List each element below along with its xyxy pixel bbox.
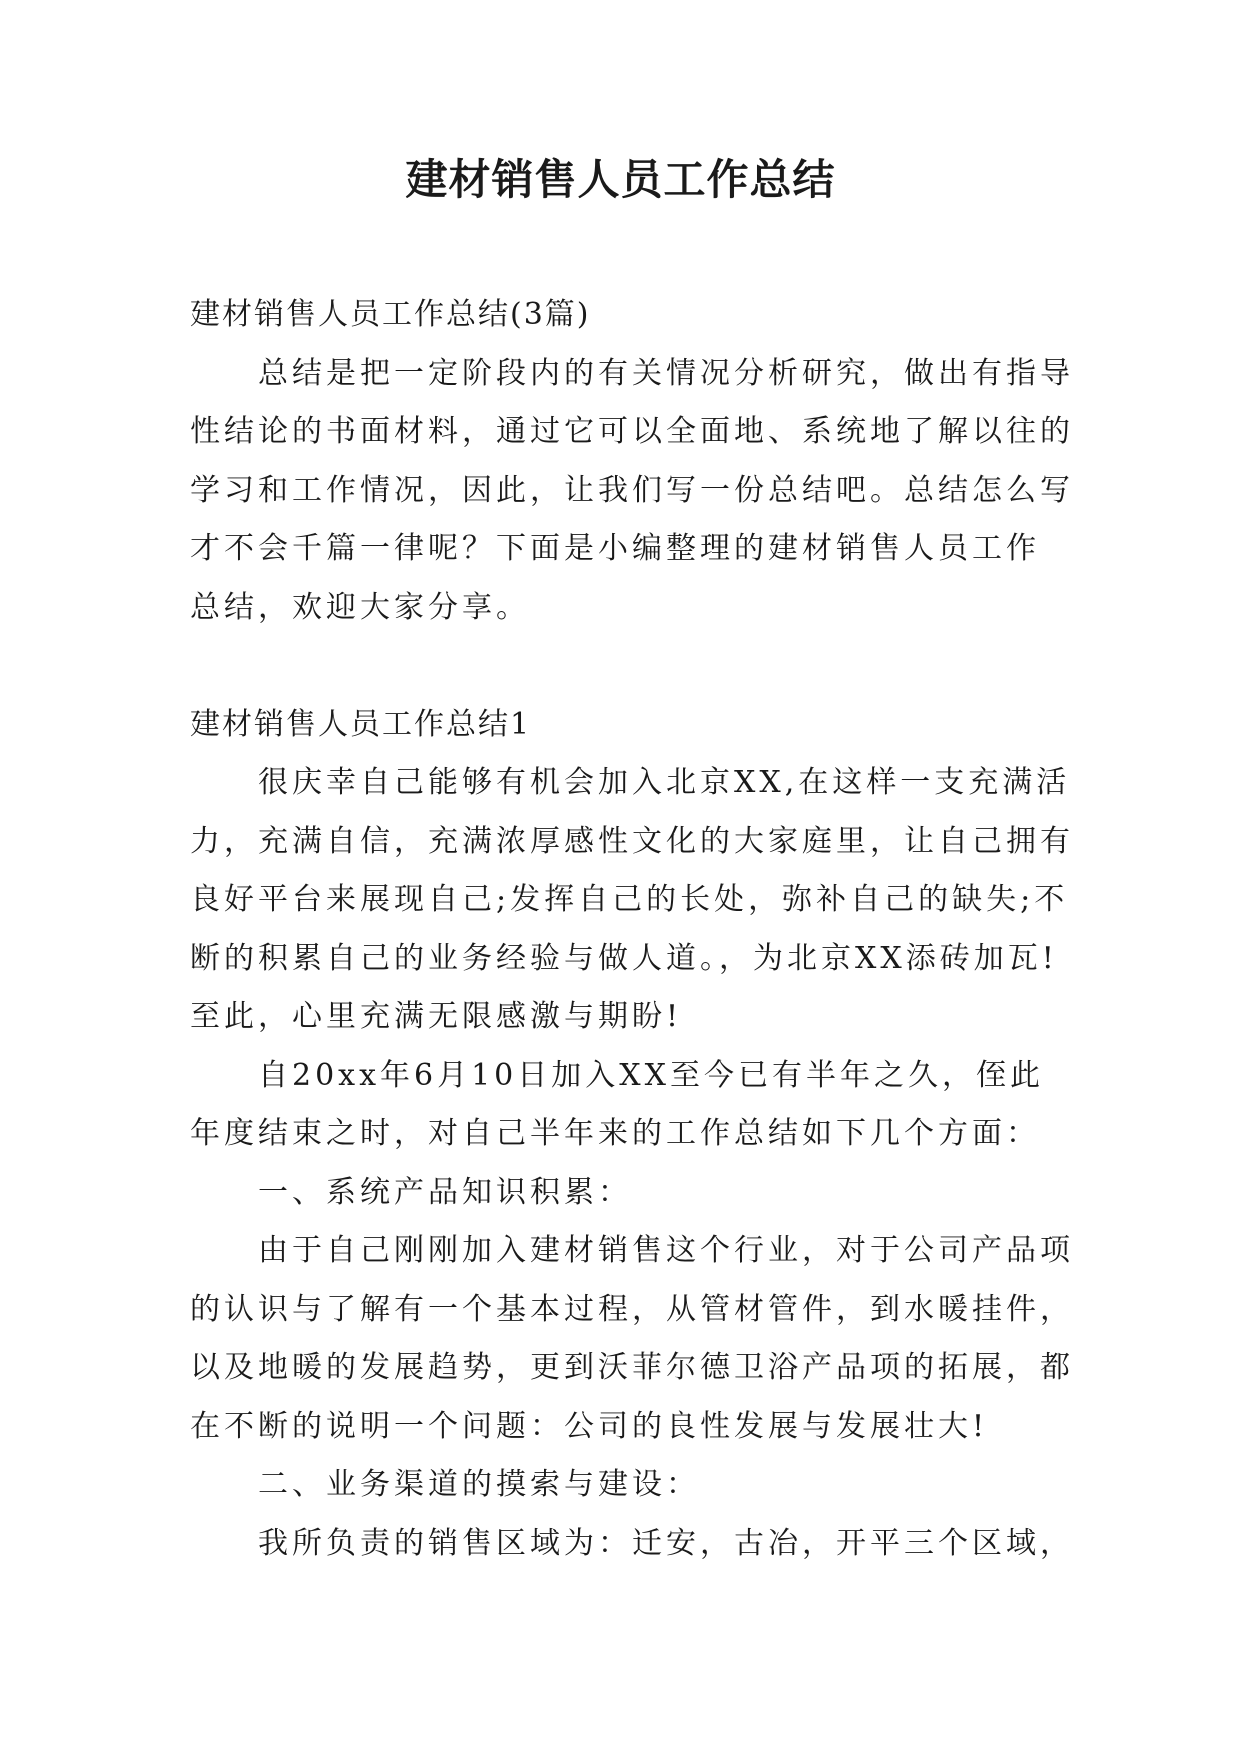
paragraph-line: 自20xx年6月10日加入XX至今已有半年之久，侄此 xyxy=(258,1057,1044,1093)
paragraph-line: 二、业务渠道的摸索与建设： xyxy=(258,1467,700,1502)
paragraph-line: 以及地暖的发展趋势，更到沃菲尔德卫浴产品项的拓展，都 xyxy=(190,1350,1074,1385)
paragraph-line: 良好平台来展现自己;发挥自己的长处，弥补自己的缺失;不 xyxy=(190,882,1069,917)
paragraph-line: 至此，心里充满无限感激与期盼! xyxy=(190,999,683,1034)
paragraph-line: 的认识与了解有一个基本过程，从管材管件，到水暖挂件， xyxy=(190,1291,1074,1327)
paragraph-line: 一、系统产品知识积累： xyxy=(258,1174,632,1210)
paragraph-line: 总结，欢迎大家分享。 xyxy=(190,589,530,625)
paragraph-line: 总结是把一定阶段内的有关情况分析研究，做出有指导 xyxy=(258,355,1074,391)
paragraph-line: 我所负责的销售区域为：迁安，古冶，开平三个区域， xyxy=(258,1525,1074,1561)
intro-paragraph xyxy=(190,345,1074,638)
paragraph-line: 力，充满自信，充满浓厚感性文化的大家庭里，让自己拥有 xyxy=(190,823,1074,859)
section-heading: 建材销售人员工作总结1 xyxy=(190,706,532,742)
paragraph-line: 年度结束之时，对自己半年来的工作总结如下几个方面： xyxy=(190,1116,1040,1151)
document-body xyxy=(190,286,1074,1573)
paragraph-line: 性结论的书面材料，通过它可以全面地、系统地了解以往的 xyxy=(190,414,1074,449)
document-title: 建材销售人员工作总结 xyxy=(405,155,836,204)
paragraph-line: 学习和工作情况，因此，让我们写一份总结吧。总结怎么写 xyxy=(190,472,1074,508)
paragraph-line: 由于自己刚刚加入建材销售这个行业，对于公司产品项 xyxy=(258,1233,1074,1268)
paragraph-line: 在不断的说明一个问题：公司的良性发展与发展壮大! xyxy=(190,1408,989,1444)
blank-line xyxy=(190,637,1050,696)
paragraph-line: 很庆幸自己能够有机会加入北京XX,在这样一支充满活 xyxy=(258,765,1071,800)
paragraph-line: 才不会千篇一律呢？下面是小编整理的建材销售人员工作 xyxy=(190,531,1040,566)
section-body xyxy=(190,754,1074,1573)
paragraph-line: 断的积累自己的业务经验与做人道。，为北京XX添砖加瓦! xyxy=(190,940,1058,976)
document-subtitle: 建材销售人员工作总结(3篇) xyxy=(190,297,591,332)
